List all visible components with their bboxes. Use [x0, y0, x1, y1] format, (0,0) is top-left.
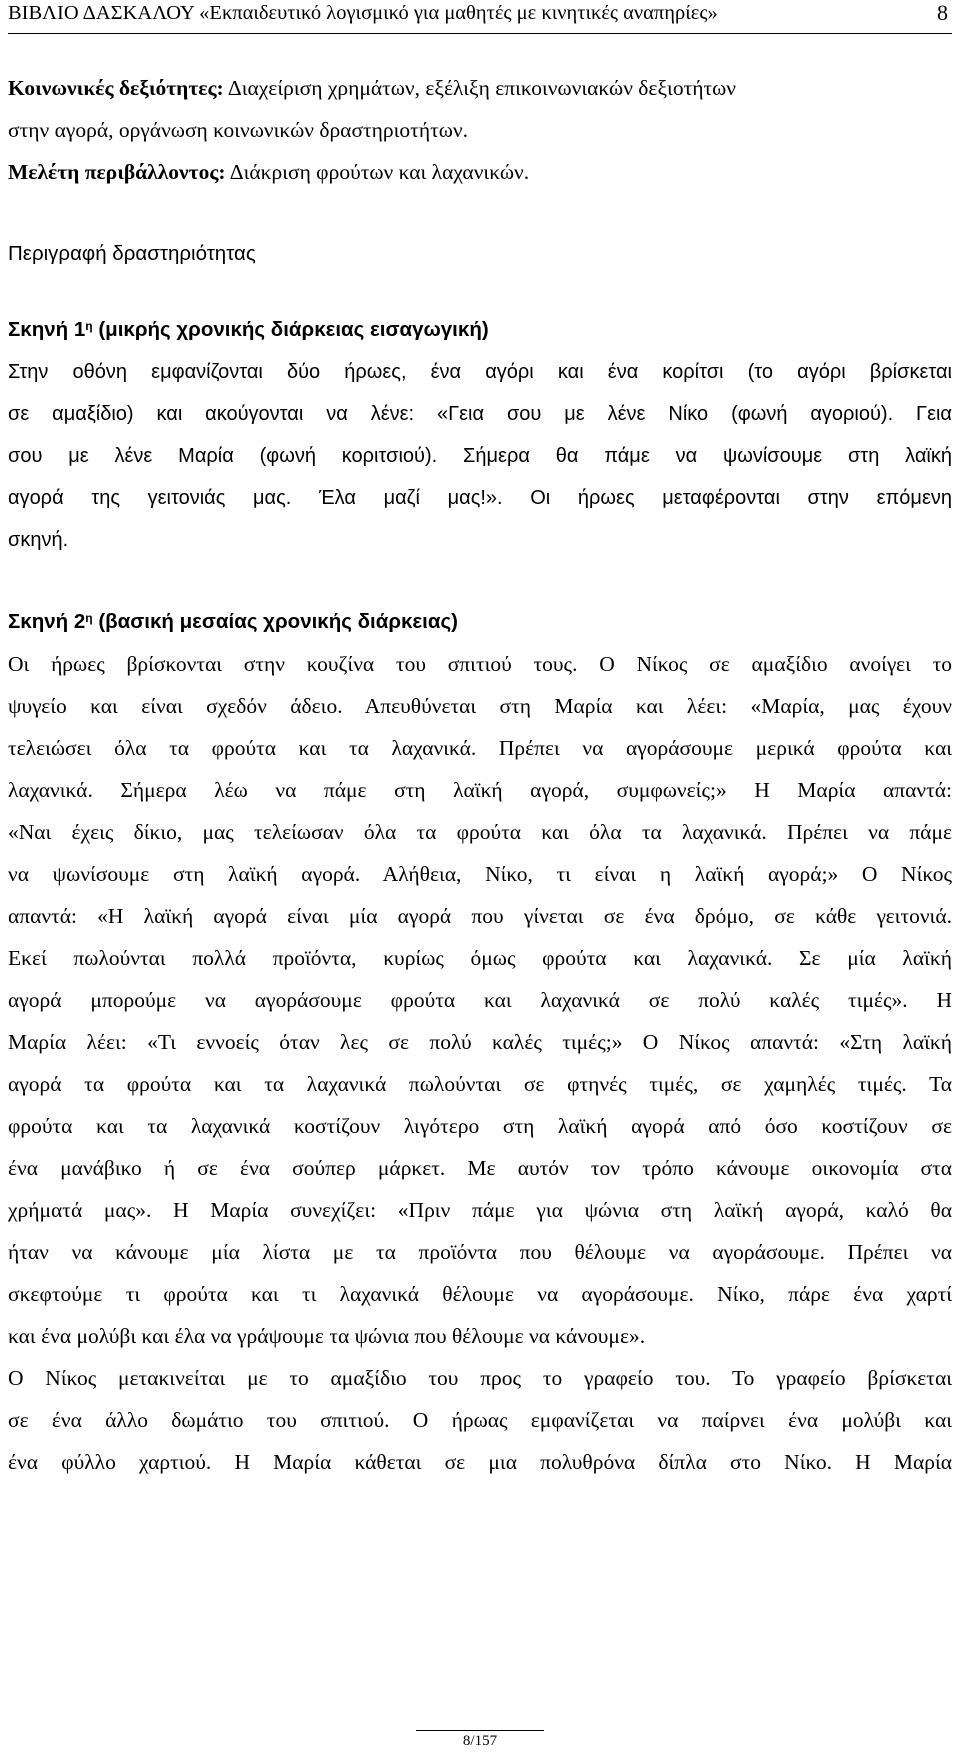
scene2-line: απαντά: «Η λαϊκή αγορά είναι μία αγορά που γίνεται σε ένα δρόμο, σε κάθε γειτονιά. [8, 904, 952, 928]
scene2-line: χρήματά μας». Η Μαρία συνεχίζει: «Πριν πάμε για ψώνια στη λαϊκή αγορά, καλό θα [8, 1198, 952, 1222]
scene2-title-sup: η [85, 611, 93, 625]
activity-heading: Περιγραφή δραστηριότητας [8, 242, 256, 265]
scene1-line: σκηνή. [8, 529, 69, 551]
scene2-title [8, 608, 952, 636]
social-skills-text-1: Διαχείριση χρημάτων, εξέλιξη επικοινωνιακών δεξιοτήτων [223, 76, 736, 100]
environment-line [8, 158, 952, 186]
scene2-line: «Ναι έχεις δίκιο, μας τελείωσαν όλα τα φρούτα και όλα τα λαχανικά. Πρέπει να πάμε [8, 820, 952, 844]
scene1-title-rest: (μικρής χρονικής διάρκειας εισαγωγική) [92, 318, 489, 341]
scene2-line: λαχανικά. Σήμερα λέω να πάμε στη λαϊκή αγορά, συμφωνείς;» Η Μαρία απαντά: [8, 778, 952, 802]
environment-text: Διάκριση φρούτων και λαχανικών. [225, 160, 530, 184]
scene1-title-main: Σκηνή 1 [8, 318, 86, 341]
scene2-line: αγορά μπορούμε να αγοράσουμε φρούτα και λαχανικά σε πολύ καλές τιμές». Η [8, 988, 952, 1012]
scene2-line: σε ένα άλλο δωμάτιο του σπιτιού. Ο ήρωας εμφανίζεται να παίρνει ένα μολύβι και [8, 1408, 952, 1432]
scene2-line: φρούτα και τα λαχανικά κοστίζουν λιγότερο στη λαϊκή αγορά από όσο κοστίζουν σε [8, 1114, 952, 1138]
environment-label: Μελέτη περιβάλλοντος: [8, 160, 226, 184]
scene1-title [8, 316, 952, 344]
scene1-line: σε αμαξίδιο) και ακούγονται να λένε: «Γεια σου με λένε Νίκο (φωνή αγοριού). Γεια [8, 403, 952, 425]
header-divider [8, 33, 952, 34]
scene2-line: ψυγείο και είναι σχεδόν άδειο. Απευθύνεται στη Μαρία και λέει: «Μαρία, μας έχουν [8, 694, 952, 718]
running-header: ΒΙΒΛΙΟ ΔΑΣΚΑΛΟΥ «Εκπαιδευτικό λογισμικό για μαθητές με κινητικές αναπηρίες» [8, 2, 718, 24]
scene2-line: Εκεί πωλούνται πολλά προϊόντα, κυρίως όμως φρούτα και λαχανικά. Σε μία λαϊκή [8, 946, 952, 970]
footer-page-indicator: 8/157 [462, 1733, 498, 1749]
scene2-line: ήταν να κάνουμε μία λίστα με τα προϊόντα που θέλουμε να αγοράσουμε. Πρέπει να [8, 1240, 952, 1264]
scene1-title-sup: η [85, 319, 93, 333]
scene2-line: ένα μανάβικο ή σε ένα σούπερ μάρκετ. Με αυτόν τον τρόπο κάνουμε οικονομία στα [8, 1156, 952, 1180]
scene2-line: τελειώσει όλα τα φρούτα και τα λαχανικά. Πρέπει να αγοράσουμε μερικά φρούτα και [8, 736, 952, 760]
scene2-line: Ο Νίκος μετακινείται με το αμαξίδιο του προς το γραφείο του. Το γραφείο βρίσκεται [8, 1366, 952, 1390]
scene2-line: να ψωνίσουμε στη λαϊκή αγορά. Αλήθεια, Νίκο, τι είναι η λαϊκή αγορά;» Ο Νίκος [8, 862, 952, 886]
scene2-line: αγορά τα φρούτα και τα λαχανικά πωλούνται σε φτηνές τιμές, σε χαμηλές τιμές. Τα [8, 1072, 952, 1096]
scene2-title-main: Σκηνή 2 [8, 610, 86, 633]
scene2-line: σκεφτούμε τι φρούτα και τι λαχανικά θέλουμε να αγοράσουμε. Νίκο, πάρε ένα χαρτί [8, 1282, 952, 1306]
social-skills-line-2: στην αγορά, οργάνωση κοινωνικών δραστηριοτήτων. [8, 118, 468, 142]
scene2-title-rest: (βασική μεσαίας χρονικής διάρκειας) [92, 610, 458, 633]
scene2-line: ένα φύλλο χαρτιού. Η Μαρία κάθεται σε μια πολυθρόνα δίπλα στο Νίκο. Η Μαρία [8, 1450, 952, 1474]
scene2-line: Οι ήρωες βρίσκονται στην κουζίνα του σπιτιού τους. Ο Νίκος σε αμαξίδιο ανοίγει το [8, 652, 952, 676]
scene2-line: και ένα μολύβι και έλα να γράψουμε τα ψώνια που θέλουμε να κάνουμε». [8, 1324, 646, 1348]
social-skills-label: Κοινωνικές δεξιότητες: [8, 76, 224, 100]
scene2-line: Μαρία λέει: «Τι εννοείς όταν λες σε πολύ καλές τιμές;» Ο Νίκος απαντά: «Στη λαϊκή [8, 1030, 952, 1054]
scene1-line: σου με λένε Μαρία (φωνή κοριτσιού). Σήμερα θα πάμε να ψωνίσουμε στη λαϊκή [8, 445, 952, 467]
scene1-line: αγορά της γειτονιάς μας. Έλα μαζί μας!». Οι ήρωες μεταφέρονται στην επόμενη [8, 487, 952, 509]
header-page-number: 8 [937, 0, 948, 25]
scene1-line: Στην οθόνη εμφανίζονται δύο ήρωες, ένα αγόρι και ένα κορίτσι (το αγόρι βρίσκεται [8, 361, 952, 383]
social-skills-line-1 [8, 74, 952, 102]
